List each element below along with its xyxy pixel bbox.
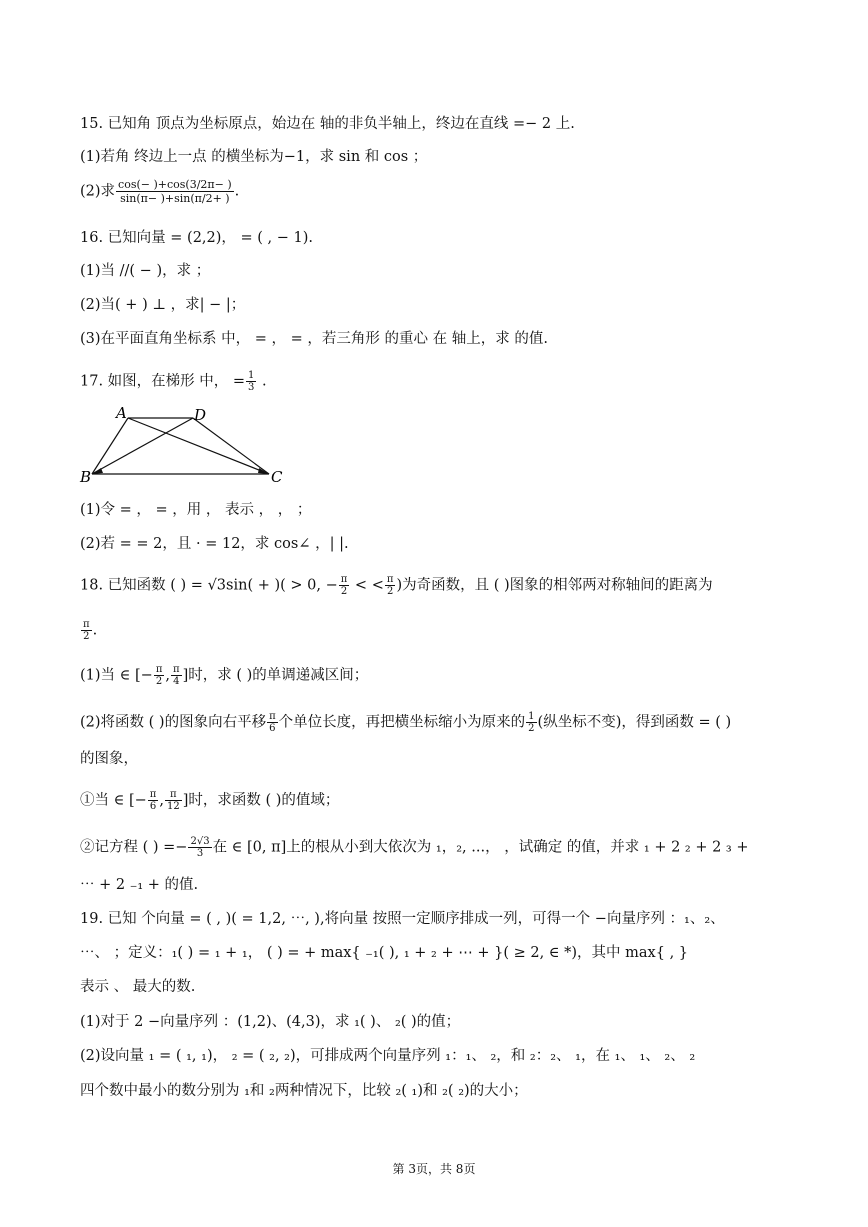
- q18-sub2-frac-num: 2√3: [190, 836, 210, 847]
- q17-stem: [80, 370, 267, 393]
- q19-def-cont: 表示 、 最大的数.: [80, 979, 196, 995]
- q18-sub2-cont: ⋯ + 2 ₋₁ + 的值.: [80, 877, 199, 893]
- q18-part1-frac-2-den: 4: [173, 676, 180, 687]
- page-footer: 第 3页，共 8页: [392, 1162, 476, 1176]
- q18-part1-sep: ,: [165, 667, 170, 684]
- q18-sub1-frac-1: [148, 789, 159, 812]
- q18-part2-frac-1: [267, 711, 278, 734]
- q15-fraction-denominator: sin(π− )+sin(π/2+ ): [120, 192, 230, 205]
- q17-stem-prefix: 17. 如图，在梯形 中， =: [80, 373, 246, 390]
- q18-frac-2: [385, 574, 396, 597]
- q18-part2-b: 个单位长度，再把横坐标缩小为原来的: [278, 714, 526, 731]
- q18-part2-frac-2: [526, 711, 536, 734]
- arrowhead-c: [258, 468, 269, 474]
- q18-part2-frac-1-den: 6: [269, 723, 276, 734]
- q15-part2-suffix: .: [234, 183, 240, 200]
- q17-part1: (1)令 = ， = ，用 ， 表示 ， ， ；: [80, 502, 312, 518]
- q15-part2-prefix: (2)求: [80, 183, 116, 200]
- q18-stem-cont: [80, 619, 97, 642]
- q18-part2-cont: 的图象，: [80, 751, 138, 767]
- q18-sub1-frac-1-num: π: [149, 789, 157, 800]
- q19-def: ⋯、 ；定义：₁( ) = ₁ + ₁， ( ) = + max{ ₋₁( ), ₁ + ₂ + ⋯ + }( ≥ 2, ∈ *)，其中 max{ , }: [80, 945, 689, 961]
- q18-part1-frac-1-num: π: [155, 664, 163, 675]
- q18-part2-frac-2-den: 2: [528, 723, 535, 734]
- q18-part2-a: (2)将函数 ( )的图象向右平移: [80, 714, 267, 731]
- q18-sub1-b: ]时，求函数 ( )的值域；: [182, 792, 340, 809]
- q19-part2: (2)设向量 ₁ = ( ₁, ₁)， ₂ = ( ₂, ₂)，可排成两个向量序列 ₁：₁、 ₂，和 ₂：₂、 ₁，在 ₁、 ₁、 ₂、 ₂: [80, 1048, 696, 1064]
- q18-sub1-sep: ,: [159, 792, 164, 809]
- q18-part1-a: (1)当 ∈ [−: [80, 667, 153, 684]
- q15-stem: 15. 已知角 顶点为坐标原点，始边在 轴的非负半轴上，终边在直线 =− 2 上.: [80, 116, 575, 132]
- q18-stem: [80, 574, 713, 597]
- q17-stem-suffix: .: [257, 373, 267, 390]
- label-c: C: [271, 468, 283, 486]
- q18-stem-a: 18. 已知函数 ( ) = √3sin( + )( > 0, −: [80, 577, 338, 594]
- diagonal-ac: [128, 418, 269, 474]
- q18-sub2-b: 在 ∈ [0, π]上的根从小到大依次为 ₁，₂, ...， ，试确定 的值，并求 ₁ + 2 ₂ + 2 ₃ +: [212, 839, 749, 856]
- q18-frac-1-den: 2: [340, 586, 348, 597]
- q18-frac-3-den: 2: [83, 631, 90, 642]
- q17-fraction-numerator: 1: [248, 370, 255, 381]
- q18-sub2-a: ②记方程 ( ) =−: [80, 839, 188, 856]
- q18-part1: [80, 664, 368, 687]
- q18-sub2-frac-den: 3: [196, 848, 204, 859]
- q18-stem-end: .: [92, 622, 98, 639]
- q18-part2-frac-2-num: 1: [528, 711, 535, 722]
- q18-frac-2-num: π: [386, 574, 394, 585]
- q18-frac-2-den: 2: [386, 586, 394, 597]
- edge-ab: [92, 418, 128, 474]
- q15-part2: [80, 178, 239, 205]
- label-d: D: [194, 406, 207, 424]
- q16-part3: (3)在平面直角坐标系 中， = ， = ，若三角形 的重心 在 轴上，求 的值.: [80, 331, 548, 347]
- q18-part1-frac-1: [154, 664, 165, 687]
- q18-frac-1-num: π: [340, 574, 348, 585]
- label-b: B: [80, 468, 92, 486]
- q18-stem-b: < <: [350, 577, 384, 594]
- edge-dc: [193, 418, 269, 474]
- q15-fraction: [116, 178, 234, 205]
- q18-sub1-frac-2: [165, 789, 182, 812]
- q18-sub2: [80, 836, 749, 859]
- q18-frac-3: [81, 619, 92, 642]
- trapezoid-figure: [76, 402, 296, 496]
- q18-stem-c: )为奇函数，且 ( )图象的相邻两对称轴间的距离为: [396, 577, 713, 594]
- q18-part1-b: ]时，求 ( )的单调递减区间；: [182, 667, 369, 684]
- q18-part2: [80, 711, 731, 734]
- q18-sub1: [80, 789, 339, 812]
- q17-fraction-denominator: 3: [248, 382, 255, 393]
- q17-fraction: [246, 370, 256, 393]
- q18-part1-frac-2-num: π: [173, 664, 180, 675]
- q18-sub1-frac-1-den: 6: [149, 801, 157, 812]
- q16-part1: (1)当 //( − )，求 ；: [80, 263, 211, 279]
- q18-sub2-frac: [188, 836, 211, 859]
- trapezoid-diagram: [76, 402, 296, 492]
- q16-stem: 16. 已知向量 = (2,2)， = ( , − 1).: [80, 230, 314, 246]
- label-a: A: [116, 404, 127, 422]
- q18-part1-frac-1-den: 2: [155, 676, 163, 687]
- q18-frac-3-num: π: [83, 619, 90, 630]
- q19-stem: 19. 已知 个向量 = ( , )( = 1,2, ⋯, ),将向量 按照一定顺序排成一列，可得一个 −向量序列 ：₁、₂、: [80, 911, 725, 927]
- q18-part2-frac-1-num: π: [269, 711, 276, 722]
- q18-part2-c: (纵坐标不变)，得到函数 = ( ): [537, 714, 732, 731]
- q15-part1: (1)若角 终边上一点 的横坐标为−1，求 sin 和 cos ；: [80, 149, 428, 165]
- q16-part2: (2)当( + ) ⊥ ，求| − |；: [80, 297, 246, 313]
- q18-sub1-frac-2-den: 12: [166, 801, 180, 812]
- q18-sub1-a: ①当 ∈ [−: [80, 792, 147, 809]
- q17-part2: (2)若 = = 2，且 · = 12，求 cos∠ ，| |.: [80, 536, 349, 552]
- q19-part1: (1)对于 2 −向量序列 ：(1,2)、(4,3)，求 ₁( )、 ₂( )的值；: [80, 1014, 461, 1030]
- q18-sub1-frac-2-num: π: [165, 789, 182, 801]
- q19-part2-cont: 四个数中最小的数分别为 ₁和 ₂两种情况下，比较 ₂( ₁)和 ₂( ₂)的大小；: [80, 1083, 528, 1099]
- q18-part1-frac-2: [171, 664, 182, 687]
- q18-frac-1: [339, 574, 350, 597]
- diagonal-db: [92, 418, 193, 474]
- q15-fraction-numerator: cos(− )+cos(3/2π− ): [118, 178, 232, 191]
